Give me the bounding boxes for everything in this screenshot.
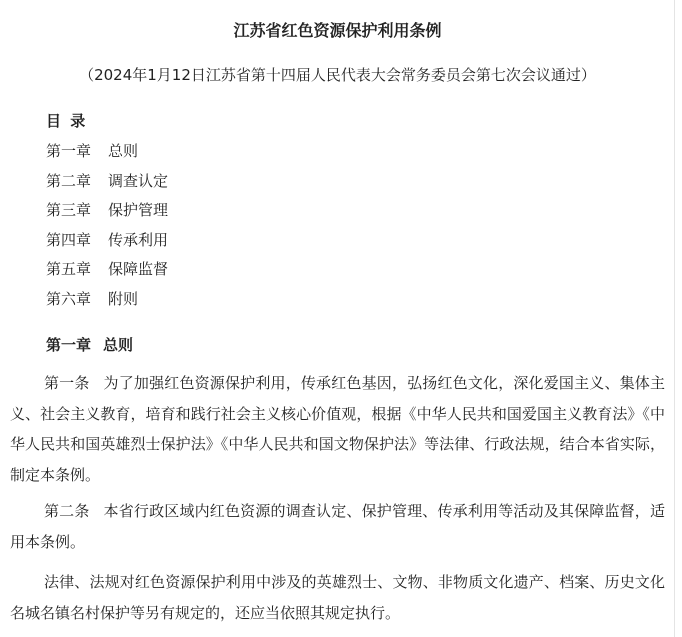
toc-item-3 — [46, 199, 168, 229]
document-subtitle: （2024年1月12日江苏省第十四届人民代表大会常务委员会第七次会议通过） — [79, 66, 596, 84]
toc-item-2 — [46, 170, 168, 200]
toc-chapter-number: 第六章 — [46, 289, 92, 308]
table-of-contents — [46, 140, 168, 318]
toc-chapter-number: 第二章 — [46, 171, 92, 190]
toc-heading: 目 录 — [46, 112, 88, 130]
article-text: 本省行政区域内红色资源的调查认定、保护管理、传承利用等活动及其保障监督，适用本条例。 — [10, 502, 665, 551]
toc-chapter-name: 传承利用 — [108, 230, 169, 249]
chapter-heading — [46, 334, 133, 356]
article-2-paragraph-2: 法律、法规对红色资源保护利用中涉及的英雄烈士、文物、非物质文化遗产、档案、历史文化名城名镇名村保护等另有规定的，还应当依照其规定执行。 — [10, 573, 665, 622]
toc-item-6 — [46, 288, 168, 318]
toc-item-1 — [46, 140, 168, 170]
toc-chapter-number: 第一章 — [46, 142, 92, 160]
toc-item-5 — [46, 258, 168, 288]
toc-chapter-name: 调查认定 — [108, 171, 169, 190]
toc-chapter-name: 附则 — [108, 289, 139, 308]
article-2 — [10, 496, 665, 557]
toc-chapter-number: 第三章 — [46, 201, 92, 220]
article-text: 为了加强红色资源保护利用，传承红色基因，弘扬红色文化，深化爱国主义、集体主义、社会主义教育，培育和践行社会主义核心价值观，根据《中华人民共和国爱国主义教育法》《中华人民共和国英雄烈士保护法》《中华人民共和国文物保护法》等法律、行政法规，结合本省实际，制定本条例。 — [10, 374, 665, 484]
article-label: 第一条 — [44, 374, 90, 392]
document-title: 江苏省红色资源保护利用条例 — [233, 21, 442, 40]
chapter-name: 总则 — [103, 336, 134, 354]
toc-chapter-name: 总则 — [108, 142, 139, 160]
article-1 — [10, 368, 665, 490]
toc-chapter-name: 保护管理 — [108, 201, 169, 220]
toc-chapter-number: 第四章 — [46, 230, 92, 249]
chapter-number: 第一章 — [46, 336, 92, 354]
toc-chapter-name: 保障监督 — [108, 260, 169, 279]
toc-item-4 — [46, 229, 168, 259]
article-label: 第二条 — [44, 502, 90, 520]
toc-chapter-number: 第五章 — [46, 260, 92, 279]
